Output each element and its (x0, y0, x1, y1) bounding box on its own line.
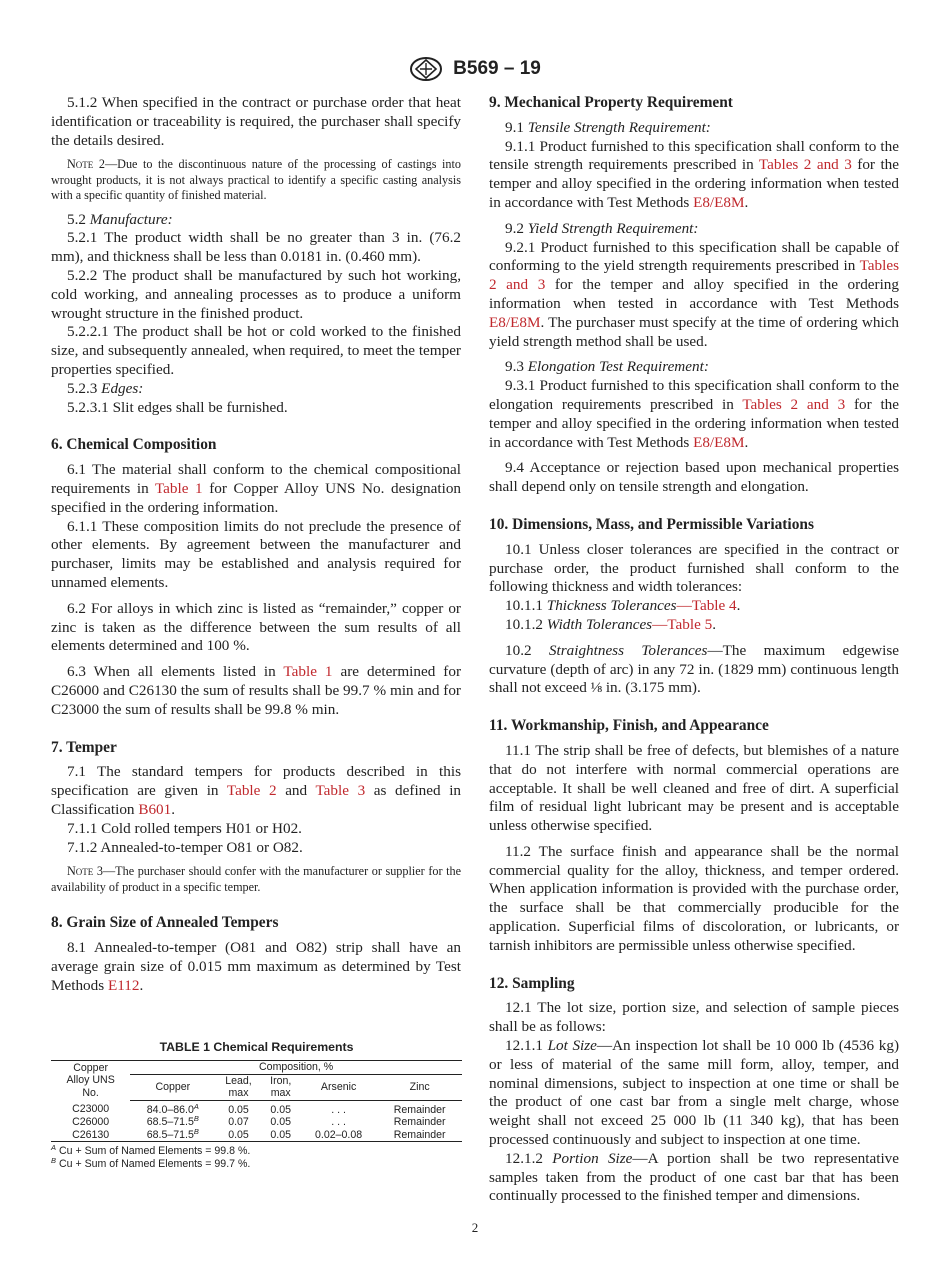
section-heading: 7. Temper (51, 738, 117, 756)
text: 7.1 The standard tempers for products described in this specification are given in (51, 763, 461, 800)
table-cell: 0.05 (228, 1103, 249, 1116)
paragraph: 6.2 For alloys in which zinc is listed as “remainder,” copper or zinc is taken as the difference between the sum results of all elements determined and 100 %. (51, 599, 461, 655)
table-cell: C26130 (51, 1129, 130, 1142)
paragraph: 11.1 The strip shall be free of defects, but blemishes of a nature that do not interfere with normal commercial operations are acceptable. It shall be well cleaned and free of dirt. A superficial film of residual light lubricant may be present and is acceptable unless otherwise specified. (489, 741, 899, 835)
table-cell: 0.07 (228, 1116, 249, 1128)
footnote-mark: B (193, 1114, 199, 1123)
paragraph (489, 642, 899, 698)
paragraph: 5.2.2.1 The product shall be hot or cold worked to the finished size, and subsequently annealed, when required, to meet the temper properties specified. (51, 323, 461, 378)
section-number: 10.2 (505, 641, 532, 659)
footnote-mark: A (193, 1101, 199, 1111)
text: 6.3 When all elements listed in (67, 663, 276, 681)
section-number: 12.1.2 (505, 1149, 543, 1167)
section-title: Manufacture: (89, 210, 173, 228)
note (51, 157, 461, 203)
paragraph: 7.1.1 Cold rolled tempers H01 or H02. (67, 819, 302, 837)
table-cell: Remainder (393, 1103, 446, 1116)
table-cell: C26000 (72, 1116, 110, 1128)
section-number: 9.1 (505, 118, 524, 136)
paragraph: 6.1.1 These composition limits do not preclude the presence of other elements. By agreement between the manufacturer and purchaser, limits may be established and analysis required for unnamed elements. (51, 517, 461, 591)
table-footnotes (51, 1145, 462, 1171)
header-text: Iron, (270, 1074, 292, 1087)
note-text: —Due to the discontinuous nature of the processing of castings into wrought products, it is not always practical to identify a specific casting analysis with a specific quantity of finished material. (51, 157, 461, 203)
text: 9.3.1 Product furnished to this specification shall conform to the elongation requirements prescribed in (489, 377, 899, 413)
footnote-text: Cu + Sum of Named Elements = 99.7 %. (58, 1158, 251, 1170)
table-cell: Remainder (393, 1116, 446, 1128)
note (51, 864, 461, 895)
paragraph: 5.2.2 The product shall be manufactured by such hot working, cold working, and annealing processes as to produce a uniform wrought structure in the finished product. (51, 267, 461, 322)
text: . (744, 433, 749, 451)
table-row (51, 1100, 462, 1116)
paragraph: 11.2 The surface finish and appearance shall be the normal commercial quality for the alloy, thickness, and temper ordered. When application information is provided with the purchase order, the surface shall be that commercially producible for the application. Superficial films of discoloration, or lubricants, or tarnish inhibitors are permissible unless otherwise specified. (489, 842, 899, 954)
section-title: Straightness Tolerances (548, 641, 708, 659)
paragraph (489, 138, 899, 213)
text: . (712, 615, 716, 633)
paragraph: 7.1.2 Annealed-to-temper O81 or O82. (67, 838, 303, 856)
text: for Copper Alloy UNS No. designation specified in the ordering information. (51, 479, 462, 516)
paragraph (489, 220, 899, 239)
header-text: No. (82, 1086, 99, 1099)
paragraph (489, 1150, 899, 1206)
table-cell: . . . (331, 1116, 346, 1128)
table-row (51, 1129, 462, 1142)
text: for the temper and alloy specified in the ordering information when tested in accordance with Test Methods (489, 156, 899, 211)
section-number: 10.1.2 (505, 615, 543, 633)
section-title: Tensile Strength Requirement: (527, 118, 711, 136)
text: as defined in Classification (51, 782, 462, 818)
column-header (51, 1061, 130, 1101)
paragraph: 5.2.3.1 Slit edges shall be furnished. (67, 398, 288, 416)
cell-value: 68.5–71.5 (146, 1128, 194, 1141)
paragraph (489, 597, 899, 616)
footnote-mark: A (51, 1143, 57, 1152)
section-heading: 11. Workmanship, Finish, and Appearance (489, 717, 769, 735)
standard-link[interactable]: E8/E8M (693, 433, 745, 451)
table-link[interactable]: Table 1 (154, 479, 203, 497)
text: . (139, 976, 144, 994)
standard-link[interactable]: B601 (138, 800, 172, 818)
footnote (51, 1145, 462, 1158)
column-group-header: Composition, % (130, 1061, 462, 1075)
column-header (215, 1074, 261, 1100)
page-number: 2 (471, 1220, 479, 1235)
header-text: Alloy UNS (66, 1074, 115, 1087)
cell-value: 68.5–71.5 (146, 1116, 194, 1128)
footnote-mark: B (193, 1126, 199, 1136)
paragraph (51, 211, 461, 230)
standard-link[interactable]: E112 (107, 976, 140, 994)
table-cell: . . . (331, 1103, 346, 1116)
table-cell (130, 1116, 215, 1129)
section-heading: 8. Grain Size of Annealed Tempers (51, 914, 279, 932)
text: . (171, 800, 176, 818)
paragraph: 12.1 The lot size, portion size, and selection of sample pieces shall be as follows: (489, 999, 899, 1036)
column-header: Arsenic (300, 1074, 378, 1100)
paragraph: 5.2.1 The product width shall be no greater than 3 in. (76.2 mm), and thickness shall be less than 0.0181 in. (0.460 mm). (51, 229, 461, 266)
section-title: Elongation Test Requirement: (527, 358, 709, 376)
section-title: Yield Strength Requirement: (527, 219, 699, 237)
text: —A portion shall be two representative samples taken from the product of one cast bar that has been continually processed to the finished temper and dimensions. (489, 1149, 899, 1205)
section-number: 12.1.1 (505, 1037, 543, 1055)
paragraph: 9.4 Acceptance or rejection based upon mechanical properties shall depend only on tensile strength and elongation. (489, 459, 899, 496)
page-header (0, 56, 950, 82)
header-text: Lead, (225, 1074, 252, 1087)
table-cell: 0.02–0.08 (300, 1129, 378, 1142)
note-label: Note 3 (67, 864, 103, 879)
table-link[interactable]: Tables 2 and 3 (758, 156, 852, 174)
text: are determined for C26000 and C26130 the sum of results shall be 99.7 % min and for C23000 the sum of results shall be 99.8 % min. (51, 663, 462, 718)
table-link[interactable]: Tables 2 and 3 (489, 257, 899, 294)
column-header: Copper (130, 1074, 215, 1100)
standard-designation: B569 – 19 (453, 58, 541, 79)
table-link[interactable]: Table 2 (226, 782, 277, 800)
table-link[interactable]: Tables 2 and 3 (742, 395, 846, 413)
section-number: 5.2.3 (67, 379, 98, 397)
section-title: Edges: (101, 379, 144, 397)
chemical-requirements-table (51, 1060, 462, 1142)
section-number: 5.2 (67, 210, 86, 228)
table-cell: 0.05 (215, 1129, 261, 1142)
section-title: Width Tolerances (546, 615, 653, 633)
text: for the temper and alloy specified in the ordering information when tested in accordance with Test Methods (489, 276, 899, 312)
paragraph (489, 239, 899, 352)
section-title: Portion Size (552, 1149, 633, 1167)
text: 9.1.1 Product furnished to this specification shall conform to the tensile strength requirements prescribed in (489, 137, 899, 174)
header-text: max (228, 1087, 249, 1099)
astm-logo-icon (409, 56, 443, 82)
section-number: 9.3 (505, 358, 524, 376)
paragraph (51, 939, 461, 995)
section-number: 9.2 (505, 219, 524, 237)
table-cell: C23000 (72, 1103, 110, 1116)
left-column (51, 94, 461, 995)
table-link[interactable]: —Table 4 (676, 597, 737, 615)
table-link[interactable]: Table 3 (315, 782, 366, 800)
section-title: Lot Size (547, 1037, 597, 1055)
text: and (285, 782, 308, 800)
standard-link[interactable]: E8/E8M (693, 193, 745, 211)
table-cell: 0.05 (270, 1116, 292, 1128)
column-header: Zinc (377, 1074, 462, 1100)
section-number: 10.1.1 (505, 597, 543, 615)
footnote-text: Cu + Sum of Named Elements = 99.8 %. (58, 1145, 251, 1157)
note-text: —The purchaser should confer with the manufacturer or supplier for the availability of product in a specific temper. (51, 864, 462, 894)
text: 8.1 Annealed-to-temper (O81 and O82) strip shall have an average grain size of 0.015 mm maximum as determined by Test Methods (51, 938, 461, 994)
paragraph (489, 377, 899, 452)
table-caption: TABLE 1 Chemical Requirements (159, 1040, 354, 1054)
cell-value: 84.0–86.0 (146, 1103, 194, 1116)
table-cell (130, 1100, 215, 1116)
paragraph (51, 663, 461, 719)
table-row (51, 1116, 462, 1129)
paragraph: 5.1.2 When specified in the contract or purchase order that heat identification or traceability is required, the purchaser shall specify the details desired. (51, 94, 461, 149)
table-cell: 0.05 (270, 1103, 292, 1116)
note-label: Note 2 (67, 157, 105, 172)
text: 6.1 The material shall conform to the chemical compositional requirements in (51, 461, 461, 497)
section-heading: 10. Dimensions, Mass, and Permissible Variations (489, 515, 814, 533)
table-cell: Remainder (377, 1129, 462, 1142)
paragraph: 10.1 Unless closer tolerances are specified in the contract or purchase order, the product furnished shall conform to the following thickness and width tolerances: (489, 540, 899, 596)
table-cell (130, 1126, 215, 1142)
footnote-mark: B (51, 1156, 57, 1165)
right-column (489, 94, 899, 1206)
standard-link[interactable]: E8/E8M (489, 313, 541, 331)
table-cell: 0.05 (262, 1129, 300, 1142)
paragraph (51, 380, 461, 399)
table-1 (51, 1040, 462, 1171)
paragraph (489, 358, 899, 377)
table-link[interactable]: —Table 5 (652, 615, 713, 633)
text: —An inspection lot shall be 10 000 lb (4536 kg) or less of material of the same mill form, alloy, temper, and nominal dimensions, subject to inspection at one time or shall be the product of one cast bar from a single melt charge, whose weight shall not exceed 25 000 lb (11 340 kg), that has been processed continuously and subject to inspection at one time. (489, 1037, 900, 1149)
text: . (736, 597, 741, 615)
table-link[interactable]: Table 1 (283, 663, 333, 681)
section-heading: 9. Mechanical Property Requirement (489, 94, 733, 111)
text: . The purchaser must specify at the time of ordering which yield strength method shall be used. (489, 313, 899, 350)
header-text: Copper (73, 1061, 108, 1074)
text: —The maximum edgewise curvature (depth of arc) in any 72 in. (1829 mm) continuous length shall not exceed ⅛ in. (3.175 mm). (489, 641, 899, 697)
paragraph (489, 119, 899, 138)
section-title: Thickness Tolerances (546, 597, 677, 615)
paragraph (489, 616, 899, 635)
paragraph (489, 1037, 899, 1150)
section-heading: 12. Sampling (489, 974, 575, 992)
text: for the temper and alloy specified in the ordering information when tested in accordance with Test Methods (489, 395, 900, 451)
paragraph (51, 461, 461, 517)
section-heading: 6. Chemical Composition (51, 436, 217, 454)
column-header (262, 1074, 300, 1100)
paragraph (51, 763, 461, 819)
header-text: max (270, 1087, 291, 1099)
text: . (744, 193, 749, 211)
footnote (51, 1158, 462, 1171)
text: 9.2.1 Product furnished to this specification shall be capable of conforming to the yield strength requirements prescribed in (489, 238, 899, 275)
